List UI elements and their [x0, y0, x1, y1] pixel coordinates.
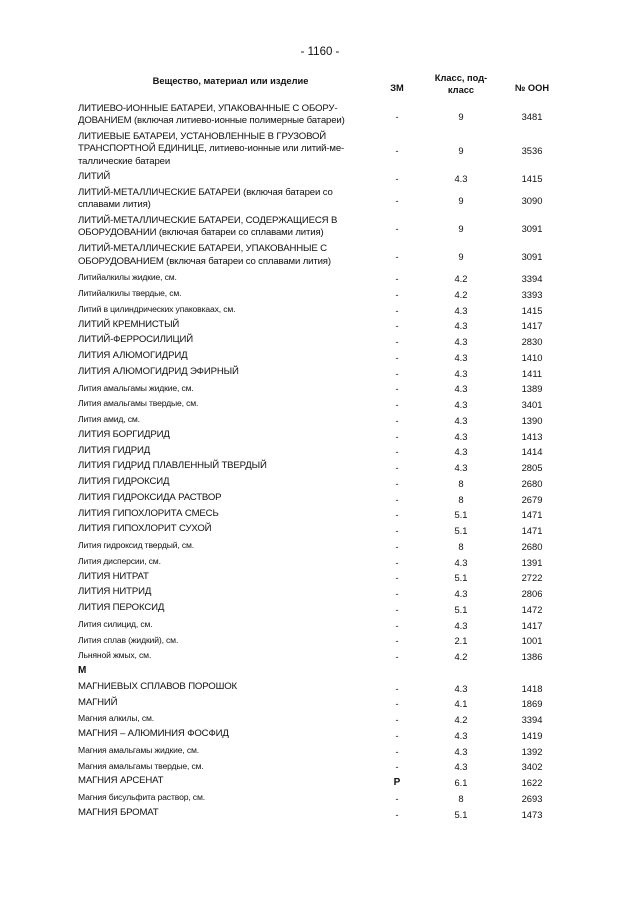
- substance-name: [78, 334, 378, 346]
- substance-name-line: МАГНИЙ: [78, 696, 118, 708]
- substance-name: [78, 618, 378, 630]
- substance-name: [78, 775, 378, 787]
- substance-name: [78, 271, 378, 283]
- hazard-class: 4.3: [454, 320, 468, 332]
- un-number: 1414: [521, 446, 543, 458]
- un-number: 1390: [521, 414, 543, 426]
- table-row: [0, 429, 640, 445]
- substance-name-line: Литийалкилы твердые, см.: [78, 288, 182, 299]
- substance-name-line: Лития амальгамы твердые, см.: [78, 398, 199, 409]
- page-number: - 1160 -: [300, 46, 340, 58]
- special-provision: -: [395, 336, 399, 348]
- special-provision: -: [395, 493, 399, 505]
- special-provision: -: [395, 145, 399, 157]
- hazard-class: 4.3: [454, 383, 468, 395]
- hazard-class: 8: [458, 477, 464, 489]
- table-row: [0, 215, 640, 243]
- un-number: 1411: [521, 367, 543, 379]
- substance-name-line: МАГНИЯ БРОМАТ: [78, 806, 159, 818]
- hazard-class: 4.3: [454, 462, 468, 474]
- un-number: 3402: [521, 761, 543, 773]
- table-row: [0, 791, 640, 807]
- special-provision: -: [395, 651, 399, 663]
- hazard-class: 4.3: [454, 173, 468, 185]
- hazard-class: 4.3: [454, 761, 468, 773]
- special-provision: -: [395, 540, 399, 552]
- substance-name-line: ЛИТИЯ БОРГИДРИД: [78, 428, 170, 440]
- un-number: 1389: [521, 383, 543, 395]
- un-number: 1473: [521, 808, 543, 820]
- substance-name-line: ЛИТИЯ НИТРИД: [78, 586, 152, 598]
- hazard-class: 2.1: [454, 635, 468, 647]
- substance-name-line: ОБОРУДОВАНИЕМ (включая батареи со сплавами лития): [78, 255, 331, 267]
- hazard-class: 9: [458, 251, 464, 263]
- substance-name-line: Лития амальгамы жидкие, см.: [78, 382, 194, 393]
- header-class-line2: класс: [447, 85, 475, 95]
- substance-name-line: ЛИТИЙ-МЕТАЛЛИЧЕСКИЕ БАТАРЕИ (включая батареи со: [78, 187, 333, 199]
- table-row: [0, 243, 640, 271]
- substance-name: [78, 413, 378, 425]
- hazard-class: 4.3: [454, 729, 468, 741]
- substance-name-line: Магния алкилы, см.: [78, 713, 154, 724]
- header-substance: Вещество, материал или изделие: [152, 76, 309, 86]
- substance-name-line: МАГНИЯ АРСЕНАТ: [78, 775, 164, 787]
- hazard-class: 4.3: [454, 556, 468, 568]
- un-number: 1471: [521, 525, 543, 537]
- un-number: 1472: [521, 603, 543, 615]
- special-provision: -: [395, 525, 399, 537]
- un-number: 1417: [521, 619, 543, 631]
- special-provision: -: [395, 808, 399, 820]
- substance-name-line: Лития дисперсии, см.: [78, 555, 161, 566]
- table-row: [0, 649, 640, 665]
- substance-name: [78, 681, 378, 693]
- substance-name: [78, 602, 378, 614]
- substance-name: [78, 366, 378, 378]
- substance-name-line: ЛИТИЯ АЛЮМОГИДРИД: [78, 350, 188, 362]
- special-provision: -: [395, 351, 399, 363]
- special-provision: -: [395, 509, 399, 521]
- hazard-class: 4.2: [454, 714, 468, 726]
- special-provision: -: [395, 399, 399, 411]
- table-row: [0, 539, 640, 555]
- hazard-class: 4.3: [454, 336, 468, 348]
- table-row: [0, 366, 640, 382]
- table-row: [0, 413, 640, 429]
- table-row: [0, 476, 640, 492]
- table-row: [0, 171, 640, 187]
- un-number: 2693: [521, 792, 543, 804]
- un-number: 3401: [521, 399, 543, 411]
- special-provision: -: [395, 745, 399, 757]
- un-number: 3481: [521, 111, 543, 123]
- table-row: [0, 555, 640, 571]
- hazard-class: 4.3: [454, 399, 468, 411]
- table-row: [0, 445, 640, 461]
- substance-name-line: ЛИТИЙ КРЕМНИСТЫЙ: [78, 318, 180, 330]
- hazard-class: 4.3: [454, 430, 468, 442]
- hazard-class: 9: [458, 111, 464, 123]
- un-number: 1417: [521, 320, 543, 332]
- table-row: [0, 712, 640, 728]
- un-number: 3091: [521, 251, 543, 263]
- un-number: 1392: [521, 745, 543, 757]
- table-row: [0, 460, 640, 476]
- table-row: [0, 319, 640, 335]
- header-un-number: № ООН: [514, 83, 550, 93]
- substance-name: [78, 476, 378, 488]
- substance-name: [78, 539, 378, 551]
- special-provision: -: [395, 320, 399, 332]
- substance-name-line: Магния амальгамы жидкие, см.: [78, 744, 199, 755]
- substance-name: [78, 397, 378, 409]
- substance-name-line: ЛИТИЕВО-ИОННЫЕ БАТАРЕИ, УПАКОВАННЫЕ С ОБОРУ-: [78, 103, 338, 114]
- hazard-class: 4.3: [454, 304, 468, 316]
- special-provision: -: [395, 367, 399, 379]
- un-number: 1413: [521, 430, 543, 442]
- hazard-class: 4.3: [454, 619, 468, 631]
- special-provision: -: [395, 304, 399, 316]
- substance-name-line: сплавами лития): [78, 199, 151, 211]
- special-provision: -: [395, 462, 399, 474]
- substance-name-line: ЛИТИЯ ГИДРИД: [78, 444, 151, 456]
- table-row: [0, 523, 640, 539]
- hazard-class: 4.3: [454, 414, 468, 426]
- un-number: 2806: [521, 588, 543, 600]
- header-special-provisions: ЗМ: [390, 83, 404, 93]
- substance-name-line: ЛИТИЙ-ФЕРРОСИЛИЦИЙ: [78, 334, 193, 346]
- special-provision: -: [395, 173, 399, 185]
- substance-name: [78, 807, 378, 819]
- substance-name: [78, 429, 378, 441]
- special-provision: -: [395, 111, 399, 123]
- substance-name-line: Магния амальгамы твердые, см.: [78, 760, 204, 771]
- hazard-class: 6.1: [454, 777, 468, 789]
- special-provision: -: [395, 446, 399, 458]
- special-provision: -: [395, 729, 399, 741]
- un-number: 1410: [521, 351, 543, 363]
- special-provision: -: [395, 223, 399, 235]
- special-provision: -: [395, 619, 399, 631]
- substance-name-line: МАГНИЕВЫХ СПЛАВОВ ПОРОШОК: [78, 680, 237, 692]
- substance-name: [78, 492, 378, 504]
- substance-name-line: ТРАНСПОРТНОЙ ЕДИНИЦЕ, литиево-ионные или литий-ме-: [78, 143, 345, 155]
- table-row: [0, 271, 640, 287]
- hazard-class: 8: [458, 540, 464, 552]
- substance-name-line: ДОВАНИЕМ (включая литиево-ионные полимерные батареи): [78, 115, 345, 127]
- un-number: 1418: [521, 682, 543, 694]
- substance-name: [78, 287, 378, 299]
- hazard-class: 4.3: [454, 682, 468, 694]
- un-number: 1001: [521, 635, 543, 647]
- substance-name: [78, 760, 378, 772]
- substance-name: [78, 744, 378, 756]
- un-number: 1415: [521, 304, 543, 316]
- un-number: 2722: [521, 572, 543, 584]
- special-provision: -: [395, 761, 399, 773]
- table-row: [0, 103, 640, 131]
- substance-name: [78, 243, 378, 268]
- table-row: [0, 287, 640, 303]
- table-row: [0, 382, 640, 398]
- substance-name-line: Литий в цилиндрических упаковкаах, см.: [78, 303, 236, 314]
- hazard-class: 5.1: [454, 603, 468, 615]
- substance-name: [78, 634, 378, 646]
- special-provision: -: [395, 714, 399, 726]
- substance-name: [78, 303, 378, 315]
- special-provision: -: [395, 682, 399, 694]
- substance-name-line: МАГНИЯ – АЛЮМИНИЯ ФОСФИД: [78, 728, 229, 740]
- special-provision: -: [395, 251, 399, 263]
- un-number: 3394: [521, 273, 543, 285]
- hazard-class: 4.2: [454, 273, 468, 285]
- special-provision: -: [395, 698, 399, 710]
- substance-name-line: ЛИТИЯ НИТРАТ: [78, 570, 149, 582]
- substance-name: [78, 215, 378, 240]
- substance-name: [78, 445, 378, 457]
- table-row: [0, 492, 640, 508]
- table-row: [0, 602, 640, 618]
- hazard-class: 4.2: [454, 288, 468, 300]
- hazard-class: 9: [458, 145, 464, 157]
- hazard-class: 4.1: [454, 698, 468, 710]
- substance-name-line: ЛИТИЯ ГИДРОКСИДА РАСТВОР: [78, 491, 222, 503]
- substance-name: [78, 649, 378, 661]
- substance-name: [78, 791, 378, 803]
- substance-name-line: таллические батареи: [78, 155, 171, 167]
- un-number: 2830: [521, 336, 543, 348]
- substance-name: [78, 697, 378, 709]
- un-number: 1391: [521, 556, 543, 568]
- substance-name-line: ЛИТИЯ АЛЮМОГИДРИД ЭФИРНЫЙ: [78, 365, 239, 377]
- hazard-class: 4.3: [454, 446, 468, 458]
- substance-name-line: ЛИТИЯ ГИПОХЛОРИТ СУХОЙ: [78, 523, 212, 535]
- un-number: 3393: [521, 288, 543, 300]
- table-row: [0, 334, 640, 350]
- special-provision: -: [395, 572, 399, 584]
- hazard-class: 5.1: [454, 808, 468, 820]
- special-provision: -: [395, 414, 399, 426]
- un-number: 1622: [521, 777, 543, 789]
- un-number: 1386: [521, 651, 543, 663]
- un-number: 1471: [521, 509, 543, 521]
- header-class: [426, 72, 496, 96]
- table-row: [0, 350, 640, 366]
- table-body: [0, 103, 640, 823]
- substance-name: [78, 187, 378, 212]
- hazard-class: 9: [458, 195, 464, 207]
- un-number: 2680: [521, 540, 543, 552]
- substance-name-line: Лития сплав (жидкий), см.: [78, 634, 179, 645]
- table-row: [0, 397, 640, 413]
- special-provision: -: [395, 477, 399, 489]
- un-number: 3090: [521, 195, 543, 207]
- hazard-class: 4.3: [454, 588, 468, 600]
- hazard-class: 5.1: [454, 525, 468, 537]
- substance-name-line: ЛИТИЯ ГИПОХЛОРИТА СМЕСЬ: [78, 507, 219, 519]
- special-provision: -: [395, 288, 399, 300]
- un-number: 2680: [521, 477, 543, 489]
- substance-name: [78, 460, 378, 472]
- substance-name-line: Лития гидроксид твердый, см.: [78, 540, 195, 551]
- substance-name-line: ОБОРУДОВАНИИ (включая батареи со сплавами лития): [78, 227, 324, 239]
- substance-name: [78, 319, 378, 331]
- substance-name: [78, 103, 378, 128]
- substance-name-line: Литийалкилы жидкие, см.: [78, 272, 177, 283]
- table-row: [0, 744, 640, 760]
- substance-name: [78, 571, 378, 583]
- substance-name-line: ЛИТИЯ ПЕРОКСИД: [78, 602, 165, 614]
- table-row: [0, 634, 640, 650]
- table-row: [0, 131, 640, 171]
- un-number: 1419: [521, 729, 543, 741]
- substance-name-line: Лития амид, см.: [78, 414, 140, 425]
- substance-name-line: ЛИТИЕВЫЕ БАТАРЕИ, УСТАНОВЛЕННЫЕ В ГРУЗОВОЙ: [78, 131, 327, 143]
- substance-name: [78, 586, 378, 598]
- special-provision: -: [395, 603, 399, 615]
- hazard-class: 4.3: [454, 351, 468, 363]
- table-row: [0, 697, 640, 713]
- hazard-class: 4.3: [454, 367, 468, 379]
- table-row: [0, 728, 640, 744]
- substance-name: [78, 131, 378, 168]
- substance-name-line: М: [78, 665, 87, 677]
- table-row: [0, 807, 640, 823]
- substance-name-line: Льняной жмых, см.: [78, 650, 152, 661]
- table-row: [0, 303, 640, 319]
- special-provision: -: [395, 383, 399, 395]
- substance-name-line: ЛИТИЙ: [78, 171, 111, 183]
- substance-name: [78, 712, 378, 724]
- special-provision: -: [395, 195, 399, 207]
- substance-name: [78, 555, 378, 567]
- special-provision: -: [395, 635, 399, 647]
- un-number: 2679: [521, 493, 543, 505]
- table-row: [0, 187, 640, 215]
- table-row: [0, 681, 640, 697]
- hazard-class: 4.2: [454, 651, 468, 663]
- hazard-class: 4.3: [454, 745, 468, 757]
- header-class-line1: Класс, под-: [434, 73, 488, 83]
- section-letter: [78, 665, 378, 677]
- un-number: 1415: [521, 173, 543, 185]
- table-row: [0, 775, 640, 791]
- special-provision: -: [395, 792, 399, 804]
- un-number: 3536: [521, 145, 543, 157]
- table-row: [0, 586, 640, 602]
- substance-name: [78, 508, 378, 520]
- table-row: [0, 571, 640, 587]
- table-header: [0, 72, 640, 102]
- hazard-class: 8: [458, 493, 464, 505]
- substance-name-line: Лития силицид, см.: [78, 618, 153, 629]
- hazard-class: 5.1: [454, 572, 468, 584]
- special-provision: -: [395, 556, 399, 568]
- special-provision: -: [395, 430, 399, 442]
- table-row: [0, 760, 640, 776]
- substance-name: [78, 523, 378, 535]
- hazard-class: 9: [458, 223, 464, 235]
- substance-name-line: ЛИТИЯ ГИДРИД ПЛАВЛЕННЫЙ ТВЕРДЫЙ: [78, 460, 267, 472]
- hazard-class: 8: [458, 792, 464, 804]
- un-number: 3091: [521, 223, 543, 235]
- substance-name: [78, 171, 378, 183]
- table-row: [0, 508, 640, 524]
- substance-name-line: Магния бисульфита раствор, см.: [78, 792, 205, 803]
- substance-name: [78, 350, 378, 362]
- section-letter-row: [0, 665, 640, 681]
- special-provision: -: [395, 588, 399, 600]
- un-number: 1869: [521, 698, 543, 710]
- un-number: 2805: [521, 462, 543, 474]
- substance-name: [78, 728, 378, 740]
- table-row: [0, 618, 640, 634]
- substance-name-line: ЛИТИЯ ГИДРОКСИД: [78, 476, 170, 488]
- un-number: 3394: [521, 714, 543, 726]
- substance-name-line: ЛИТИЙ-МЕТАЛЛИЧЕСКИЕ БАТАРЕИ, УПАКОВАННЫЕ С: [78, 243, 327, 255]
- substance-name-line: ЛИТИЙ-МЕТАЛЛИЧЕСКИЕ БАТАРЕИ, СОДЕРЖАЩИЕСЯ В: [78, 215, 338, 227]
- substance-name: [78, 382, 378, 394]
- hazard-class: 5.1: [454, 509, 468, 521]
- special-provision: -: [395, 273, 399, 285]
- special-provision: Р: [393, 777, 401, 789]
